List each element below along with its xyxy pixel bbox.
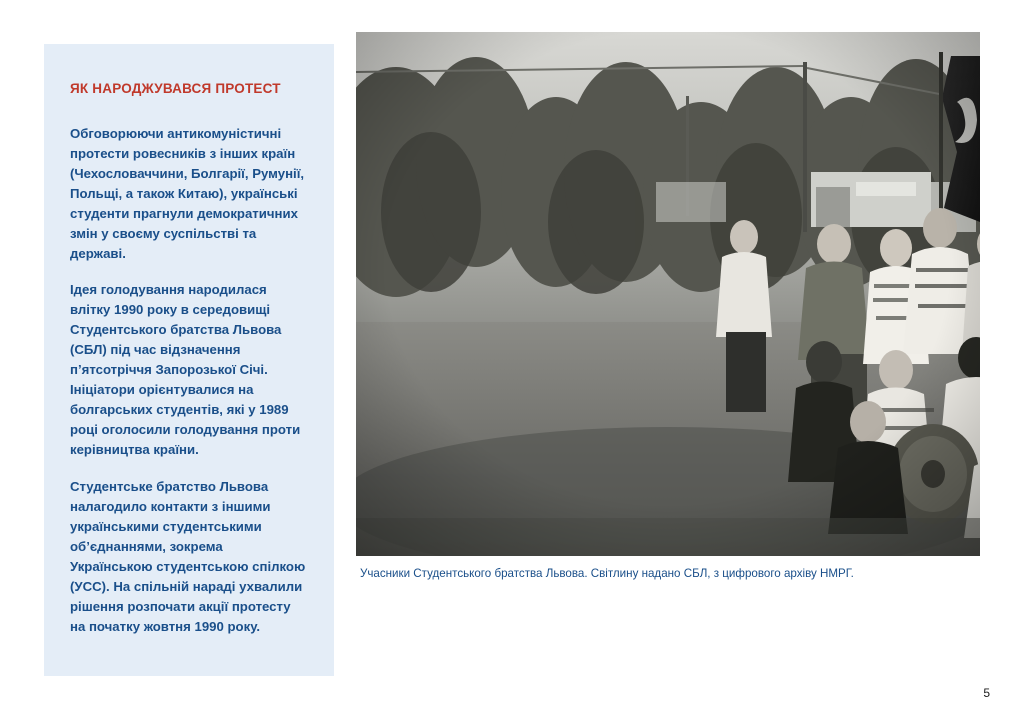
photo-artwork — [356, 32, 980, 556]
body-paragraph-2: Ідея голодування народилася влітку 1990 року в середовищі Студентського братства Львова (СБЛ) під час відзначення п’ятсотріччя Запорозької Січі. Ініціатори орієнтувалися на болгарських студентів, які у 1989 році оголосили голодування проти керівництва країни. — [70, 281, 301, 458]
body-paragraph-3: Студентське братство Львова налагодило контакти з іншими українськими студентськими об’єднаннями, зокрема Українською студентською спілкою (УСС). На спільній нараді ухвалили рішення розпочати акції протесту на початку жовтня 1990 року. — [70, 478, 306, 634]
text-panel — [44, 44, 334, 676]
body-paragraph-1: Обговорюючи антикомуністичні протести ровесників з інших країн (Чехословаччини, Болгарії, Румунії, Польщі, а також Китаю), українські студенти прагнули демократичних змін у своєму суспільстві та державі. — [70, 125, 305, 261]
page-number: 5 — [983, 686, 990, 700]
archive-photo — [356, 32, 980, 556]
photo-figure — [356, 32, 980, 556]
photo-caption: Учасники Студентського братства Львова. Світлину надано СБЛ, з цифрового архіву НМРГ. — [360, 567, 854, 580]
page-title: ЯК НАРОДЖУВАВСЯ ПРОТЕСТ — [70, 81, 281, 96]
